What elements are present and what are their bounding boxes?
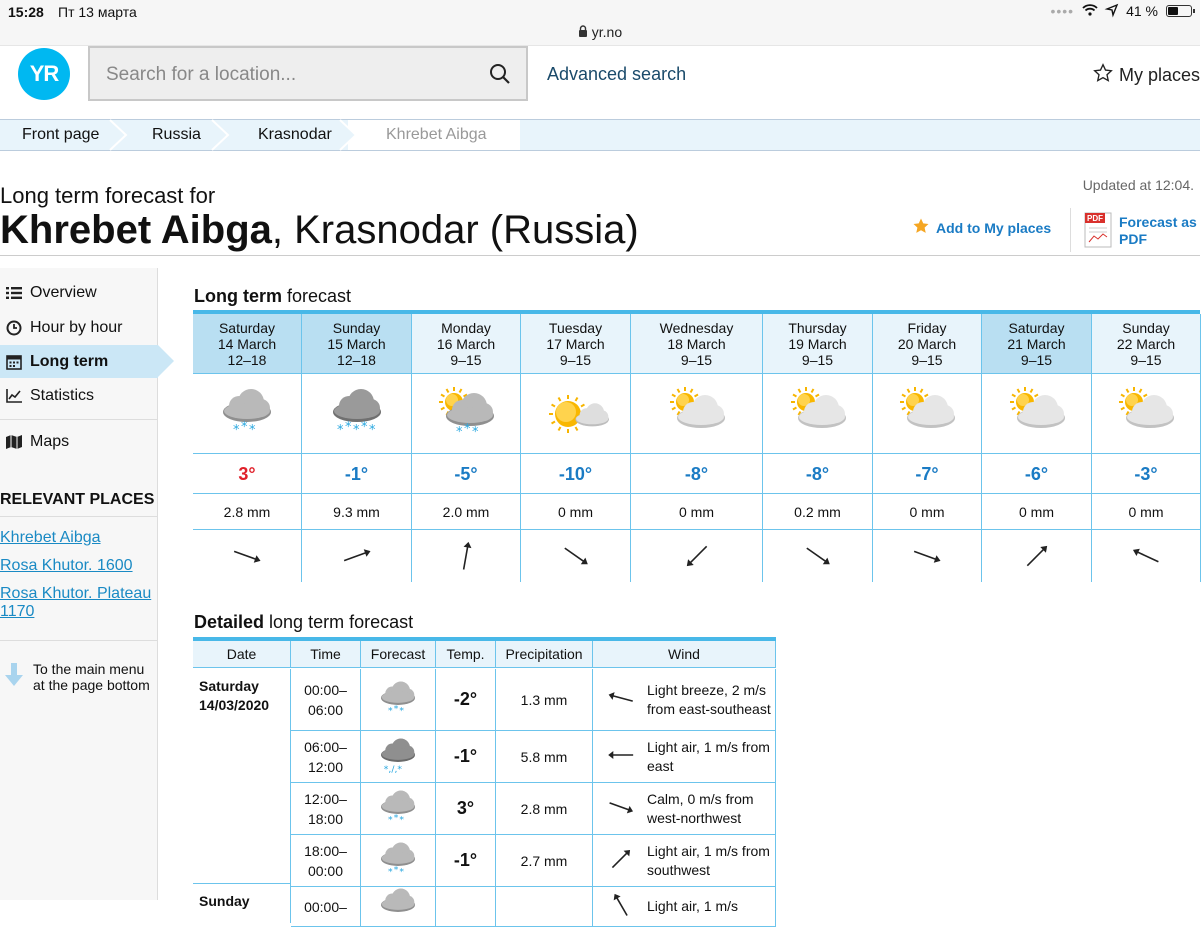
forecast-day-header: [302, 314, 411, 374]
search-icon[interactable]: [488, 62, 512, 86]
svg-text:*: *: [399, 813, 405, 825]
svg-text:*: *: [388, 865, 393, 877]
battery-icon: [1166, 5, 1192, 17]
svg-text:*: *: [249, 422, 256, 438]
page-subtitle: Long term forecast for: [0, 183, 216, 208]
cloud-sleet-icon: [375, 735, 421, 779]
wind-arrow-icon: [605, 889, 637, 921]
wind-arrow-icon: [679, 538, 715, 574]
wind-description: Light air, 1 m/s: [647, 898, 739, 914]
svg-text:*: *: [399, 704, 405, 716]
clock-icon: [6, 320, 22, 336]
forecast-icon-cell: [521, 376, 630, 454]
day-date: 16 March: [436, 336, 496, 352]
sun-small-cloud-icon: [544, 384, 608, 446]
wind-arrow-icon: [339, 538, 375, 574]
precipitation: 0 mm: [521, 494, 630, 530]
calendar-icon: [6, 354, 22, 370]
star-filled-icon: [912, 217, 930, 238]
forecast-icon-cell: [361, 783, 436, 835]
day-period: 9–15: [559, 352, 592, 368]
updated-time: Updated at 12:04.: [1082, 177, 1194, 193]
search-box: [88, 46, 528, 101]
forecast-day-header: [982, 314, 1091, 374]
precipitation: 0 mm: [1092, 494, 1200, 530]
long-term-heading: [194, 286, 351, 307]
precipitation: 1.3 mm: [496, 669, 593, 731]
svg-text:*: *: [352, 422, 359, 438]
forecast-day-header: [763, 314, 872, 374]
divider: [0, 640, 158, 641]
divider: [1070, 208, 1071, 252]
lock-icon: [578, 24, 592, 40]
wind-arrow-icon: [229, 538, 265, 574]
star-outline-icon: [1093, 63, 1113, 88]
sidebar-item-label: Statistics: [30, 386, 95, 404]
temperature: -8°: [763, 454, 872, 494]
column-header: Temp.: [436, 641, 496, 668]
temperature: -1°: [436, 835, 496, 887]
forecast-pdf-link[interactable]: [1119, 214, 1197, 248]
day-name: Sunday: [332, 320, 381, 336]
cloud-icon: [375, 885, 421, 929]
wind-arrow-icon: [605, 843, 637, 875]
svg-text:PDF: PDF: [1087, 214, 1103, 223]
forecast-icon-cell: [873, 376, 981, 454]
day-date: 22 March: [1116, 336, 1176, 352]
chart-icon: [6, 389, 22, 403]
time-cell: 18:00– 00:00: [291, 835, 361, 887]
precipitation: 5.8 mm: [496, 731, 593, 783]
day-date: 17 March: [546, 336, 605, 352]
svg-text:*: *: [388, 813, 393, 825]
place-name: Khrebet Aibga: [0, 208, 272, 252]
day-name: Saturday: [218, 320, 276, 336]
heading-bold: Long term: [194, 286, 282, 306]
svg-text:*,/,*: *,/,*: [383, 763, 402, 775]
cloud-snow-icon: [375, 787, 421, 831]
temperature: [436, 887, 496, 927]
wind-cell: [193, 530, 301, 582]
forecast-icon-cell: [982, 376, 1091, 454]
forecast-icon-cell: [763, 376, 872, 454]
wind-cell: [412, 530, 520, 582]
forecast-day-header: [873, 314, 981, 374]
wind-arrow-icon: [1019, 538, 1055, 574]
breadcrumb-front-page[interactable]: [0, 120, 118, 150]
time-cell: 00:00– 06:00: [291, 669, 361, 731]
svg-text:*: *: [368, 422, 375, 438]
svg-text:*: *: [393, 702, 399, 714]
day-date: 18 March: [667, 336, 726, 352]
sidebar: [0, 268, 158, 900]
temperature: -6°: [982, 454, 1091, 494]
status-date: Пт 13 марта: [58, 4, 137, 20]
breadcrumb: [0, 119, 1200, 151]
svg-text:*: *: [393, 863, 399, 875]
svg-text:*: *: [464, 421, 471, 437]
forecast-icon-cell: [193, 376, 301, 454]
column-header: Precipitation: [496, 641, 593, 668]
breadcrumb-label: Russia: [152, 126, 201, 143]
breadcrumb-label: Khrebet Aibga: [386, 126, 487, 143]
forecast-day-column: [873, 314, 982, 582]
status-icons: [1050, 3, 1192, 19]
forecast-icon-cell: [361, 887, 436, 927]
cloud-snow-icon: [375, 678, 421, 722]
temperature: -1°: [436, 731, 496, 783]
forecast-icon-cell: [302, 376, 411, 454]
sidebar-item-label: Maps: [30, 432, 70, 450]
day-name: Monday: [441, 320, 491, 336]
precipitation: 0.2 mm: [763, 494, 872, 530]
my-places-button[interactable]: [1093, 63, 1200, 88]
cloud-snow-icon: [215, 384, 279, 446]
location-arrow-icon: [1106, 3, 1118, 19]
svg-text:*: *: [393, 811, 399, 823]
wind-cell: [873, 530, 981, 582]
detailed-forecast-table: [193, 637, 776, 915]
forecast-day-column: [302, 314, 412, 582]
wind-cell: [982, 530, 1091, 582]
wind-cell: [631, 530, 762, 582]
day-name: Friday: [907, 320, 947, 336]
partly-cloudy-icon: [895, 384, 959, 446]
forecast-day-column: [193, 314, 302, 582]
time-cell: 06:00– 12:00: [291, 731, 361, 783]
battery-percent: 41 %: [1126, 3, 1158, 19]
precipitation: 2.8 mm: [496, 783, 593, 835]
wind-cell: [521, 530, 630, 582]
wind-arrow-icon: [605, 739, 637, 771]
search-input[interactable]: [106, 62, 466, 88]
arrow-down-icon: [4, 663, 24, 687]
cloud-snow-icon: [375, 839, 421, 883]
day-period: 9–15: [1020, 352, 1053, 368]
day-period: 9–15: [450, 352, 482, 368]
wind-cell: [1092, 530, 1200, 582]
column-header: Forecast: [361, 641, 436, 668]
main-menu-link[interactable]: [4, 661, 158, 693]
place-region: , Krasnodar (Russia): [271, 208, 639, 252]
breadcrumb-chevron-icon: [340, 120, 356, 150]
divider: [0, 255, 1200, 256]
precipitation: [496, 887, 593, 927]
detailed-heading: [194, 612, 413, 633]
forecast-icon-cell: [1092, 376, 1200, 454]
wind-arrow-icon: [448, 538, 484, 574]
page-title: [0, 208, 639, 253]
day-date: 20 March: [897, 336, 957, 352]
main-menu-label: To the main menu at the page bottom: [33, 661, 150, 693]
svg-text:*: *: [388, 704, 393, 716]
wind-cell: [593, 669, 776, 731]
wind-cell: [593, 835, 776, 887]
svg-text:*: *: [472, 424, 479, 440]
advanced-search-link[interactable]: Advanced search: [547, 64, 687, 84]
forecast-icon-cell: [361, 731, 436, 783]
column-header: Date: [193, 641, 291, 668]
sidebar-item-statistics[interactable]: [0, 379, 158, 412]
temperature: 3°: [193, 454, 301, 494]
day-date: 19 March: [788, 336, 847, 352]
forecast-day-header: [521, 314, 630, 374]
breadcrumb-current: [348, 120, 520, 150]
relevant-place-link[interactable]: Rosa Khutor. 1600: [0, 557, 133, 574]
forecast-day-column: [982, 314, 1092, 582]
breadcrumb-chevron-icon: [212, 120, 228, 150]
day-period: 9–15: [680, 352, 713, 368]
my-places-label: My places: [1118, 65, 1200, 85]
day-date: 15 March: [327, 336, 386, 352]
temperature: 3°: [436, 783, 496, 835]
forecast-icon-cell: [361, 669, 436, 731]
sidebar-item-hour-by-hour[interactable]: [0, 311, 158, 344]
day-period: 9–15: [801, 352, 834, 368]
day-name: Saturday: [1008, 320, 1065, 336]
temperature: -1°: [302, 454, 411, 494]
sidebar-item-maps[interactable]: [0, 425, 158, 458]
wind-cell: [763, 530, 872, 582]
long-term-table: [193, 310, 1200, 520]
precipitation: 0 mm: [631, 494, 762, 530]
forecast-icon-cell: [631, 376, 762, 454]
day-date: 21 March: [1007, 336, 1066, 352]
url-text: yr.no: [591, 24, 623, 40]
temperature: -8°: [631, 454, 762, 494]
list-icon: [6, 286, 22, 300]
forecast-day-column: [412, 314, 521, 582]
wind-cell: [593, 783, 776, 835]
yr-logo[interactable]: YR: [18, 48, 70, 100]
time-cell: 12:00– 18:00: [291, 783, 361, 835]
sidebar-item-label: Overview: [30, 283, 97, 301]
wifi-icon: [1082, 3, 1098, 19]
precipitation: 2.0 mm: [412, 494, 520, 530]
cloud-heavy-snow-icon: [325, 384, 389, 446]
forecast-day-header: [412, 314, 520, 374]
day-name: Sunday: [1122, 320, 1170, 336]
svg-text:*: *: [233, 422, 240, 438]
sidebar-item-overview[interactable]: [0, 276, 158, 309]
wind-arrow-icon: [605, 791, 637, 823]
wind-arrow-icon: [909, 538, 945, 574]
temperature: -2°: [436, 669, 496, 731]
svg-text:*: *: [399, 865, 405, 877]
table-header-row: [193, 641, 776, 668]
breadcrumb-label: Front page: [22, 126, 100, 143]
date-cell: Saturday 14/03/2020: [193, 669, 291, 883]
relevant-place-link[interactable]: Khrebet Aibga: [0, 529, 101, 546]
wind-description: Light breeze, 2 m/s from east-southeast: [647, 681, 771, 717]
divider: [0, 516, 158, 517]
pdf-icon[interactable]: [1084, 212, 1112, 248]
forecast-day-header: [193, 314, 301, 374]
heading-rest: long term forecast: [264, 612, 414, 632]
date-cell: Sunday: [193, 883, 291, 923]
multitask-dots-icon: ••••: [1050, 3, 1075, 19]
temperature: -3°: [1092, 454, 1200, 494]
svg-text:*: *: [344, 419, 351, 435]
precipitation: 2.7 mm: [496, 835, 593, 887]
breadcrumb-label: Krasnodar: [258, 126, 332, 143]
wind-description: Light air, 1 m/s from southwest: [647, 842, 770, 878]
temperature: -5°: [412, 454, 520, 494]
day-name: Wednesday: [659, 320, 734, 336]
sidebar-item-label: Long term: [30, 352, 109, 370]
add-to-my-places-button[interactable]: [912, 217, 1051, 238]
pdf-label-line2: PDF: [1119, 231, 1147, 247]
relevant-places-heading: RELEVANT PLACES: [0, 491, 155, 508]
wind-description: Calm, 0 m/s from west-northwest: [647, 790, 754, 826]
svg-text:*: *: [241, 419, 248, 435]
wind-arrow-icon: [800, 538, 836, 574]
partly-cloudy-icon: [1005, 384, 1069, 446]
map-icon: [6, 435, 22, 449]
forecast-day-column: [763, 314, 873, 582]
forecast-day-column: [631, 314, 763, 582]
forecast-day-column: [1092, 314, 1201, 582]
day-period: 9–15: [1130, 352, 1162, 368]
time-cell: 00:00–: [291, 887, 361, 927]
heading-rest: forecast: [282, 286, 352, 306]
wind-cell: [593, 887, 776, 927]
svg-text:*: *: [456, 424, 463, 440]
column-header: Wind: [593, 641, 776, 668]
precipitation: 0 mm: [982, 494, 1091, 530]
sidebar-item-label: Hour by hour: [30, 318, 123, 336]
partly-cloudy-icon: [1114, 384, 1178, 446]
svg-text:*: *: [336, 422, 343, 438]
day-name: Tuesday: [548, 320, 603, 336]
column-header: Time: [291, 641, 361, 668]
wind-arrow-icon: [1128, 538, 1164, 574]
precipitation: 2.8 mm: [193, 494, 301, 530]
breadcrumb-chevron-icon: [110, 120, 126, 150]
heading-bold: Detailed: [194, 612, 265, 632]
relevant-place-link[interactable]: Rosa Khutor. Plateau 1170: [0, 585, 152, 620]
breadcrumb-russia[interactable]: [118, 120, 220, 150]
wind-arrow-icon: [558, 538, 594, 574]
divider: [0, 419, 158, 420]
sidebar-item-long-term[interactable]: [0, 345, 158, 378]
status-time: 15:28: [8, 4, 44, 20]
day-period: 12–18: [337, 352, 376, 368]
day-name: Thursday: [788, 320, 847, 336]
wind-cell: [302, 530, 411, 582]
partly-cloudy-icon: [786, 384, 850, 446]
partly-cloudy-icon: [665, 384, 729, 446]
precipitation: 9.3 mm: [302, 494, 411, 530]
pdf-label-line1: Forecast as: [1119, 214, 1197, 230]
forecast-day-header: [1092, 314, 1200, 374]
forecast-icon-cell: [361, 835, 436, 887]
forecast-day-header: [631, 314, 762, 374]
svg-text:*: *: [360, 419, 367, 435]
day-period: 12–18: [227, 352, 267, 368]
wind-cell: [593, 731, 776, 783]
day-date: 14 March: [217, 336, 277, 352]
day-period: 9–15: [911, 352, 943, 368]
wind-description: Light air, 1 m/s from east: [647, 738, 770, 774]
forecast-day-column: [521, 314, 631, 582]
wind-arrow-icon: [605, 682, 637, 714]
temperature: -10°: [521, 454, 630, 494]
temperature: -7°: [873, 454, 981, 494]
forecast-icon-cell: [412, 376, 520, 454]
add-to-my-places-label: Add to My places: [936, 219, 1052, 236]
address-bar[interactable]: [0, 24, 1200, 40]
breadcrumb-krasnodar[interactable]: [220, 120, 348, 150]
precipitation: 0 mm: [873, 494, 981, 530]
sun-cloud-snow-icon: [434, 384, 498, 446]
status-bar: [0, 0, 1200, 46]
